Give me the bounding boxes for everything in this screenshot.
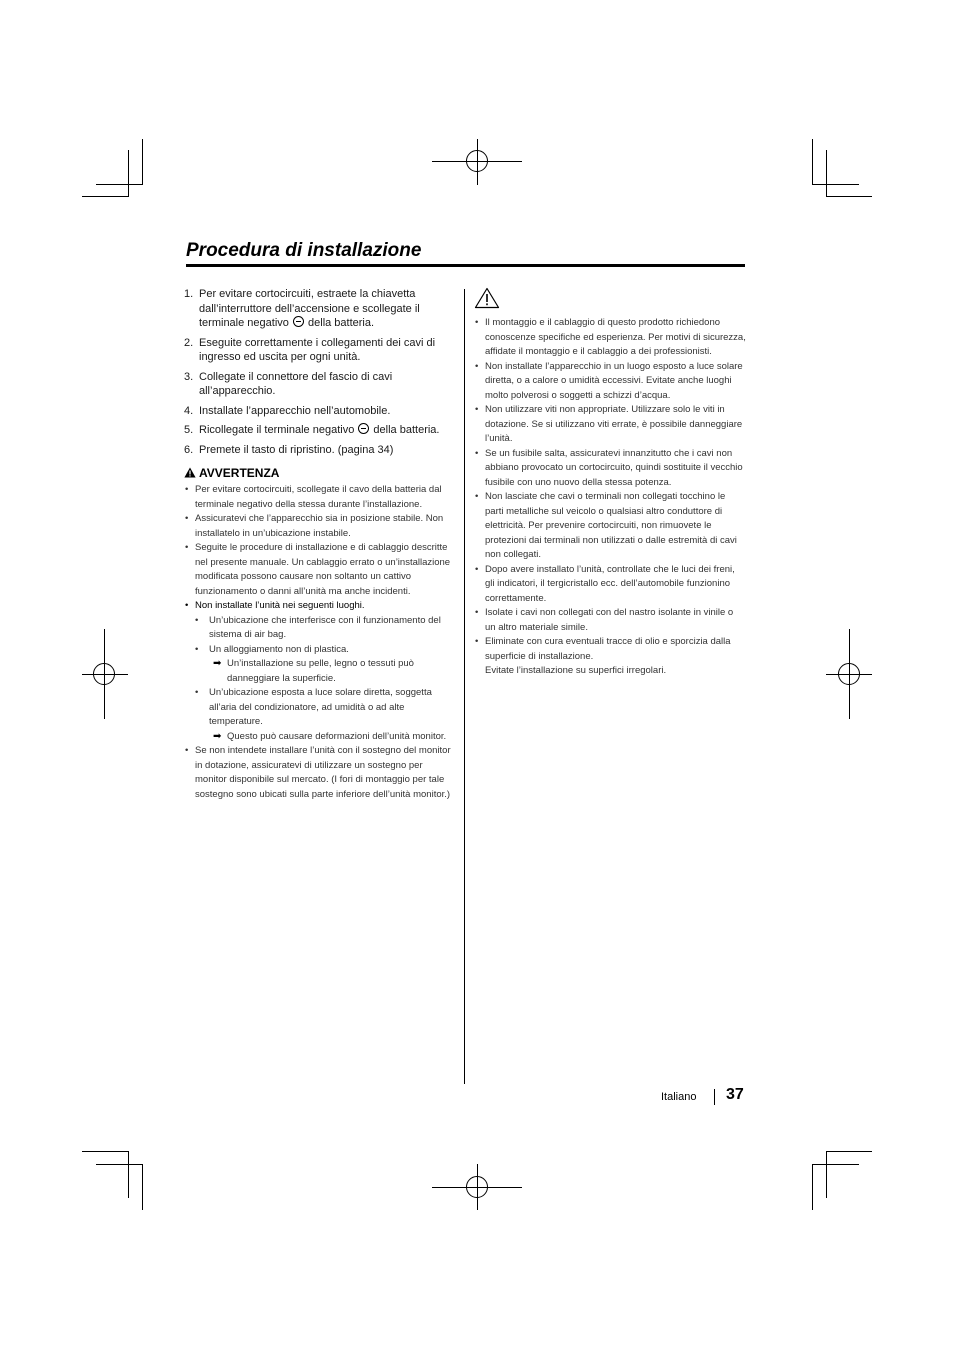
crop-mark	[812, 1164, 813, 1210]
list-item: • Assicuratevi che l’apparecchio sia in posizione stabile. Non installatelo in un’ubicazione instabile.	[184, 512, 456, 541]
step-item: 4. Installate l’apparecchio nell’automobile.	[184, 404, 391, 417]
list-item: • Isolate i cavi non collegati con del nastro isolante in vinile o un altro materiale simile.	[474, 606, 746, 635]
crop-mark	[826, 1151, 872, 1152]
caution-list	[474, 316, 746, 664]
crop-mark	[142, 1164, 143, 1210]
list-item: • Non installate l’apparecchio in un luogo esposto a luce solare diretta, o a calore o umidità eccessivi. Evitate anche luoghi molto polverosi o soggetti a schizzi d’acqua.	[474, 360, 746, 404]
step-item: 3. Collegate il connettore del fascio di cavi all’apparecchio.	[184, 370, 393, 397]
crop-mark	[826, 150, 827, 197]
step-item: 5. Ricollegate il terminale negativo della batteria.	[184, 424, 440, 436]
list-item: • Non lasciate che cavi o terminali non collegati tocchino le parti metalliche sul veicolo o qualsiasi altro conduttore di elettricità. Per prevenire cortocircuiti, non rimuovete le protezioni dai terminali non utilizzati o dalle estremità di cavi non collegati.	[474, 490, 746, 563]
installation-steps	[184, 287, 456, 457]
list-item: • Dopo avere installato l’unità, controllate che le luci dei freni, gli indicatori, il tergicristallo ecc. dell’automobile funzionino correttamente.	[474, 563, 746, 607]
list-item: • Eliminate con cura eventuali tracce di olio e sporcizia dalla superficie di installazione.	[474, 635, 746, 664]
arrow-right-icon: ➡	[213, 658, 222, 669]
crop-mark	[82, 196, 129, 197]
step-item: 6. Premete il tasto di ripristino. (pagina 34)	[184, 443, 394, 456]
crop-mark	[812, 1164, 859, 1165]
step-number: 5.	[184, 424, 194, 436]
crop-mark	[142, 139, 143, 185]
step-number: 1.	[184, 288, 194, 300]
crop-mark	[128, 150, 129, 197]
crop-mark	[826, 196, 872, 197]
column-divider	[464, 289, 465, 1084]
list-item: • Se non intendete installare l’unità con il sostegno del monitor in dotazione, assicuratevi di utilizzare un sostegno per monitor disponibile sul mercato. (I fori di montaggio per tale sostegno sono ubicati sulla parte inferiore dell’unità monitor.)	[184, 744, 456, 802]
crop-mark	[82, 1151, 129, 1152]
step-number: 6.	[184, 443, 194, 456]
page-title: Procedura di installazione	[186, 240, 422, 261]
warning-triangle-icon	[184, 467, 196, 478]
title-rule	[186, 264, 745, 267]
crop-mark	[96, 184, 143, 185]
warning-heading: AVVERTENZA	[184, 466, 456, 480]
crop-mark	[812, 184, 859, 185]
step-item: 2. Eseguite correttamente i collegamenti dei cavi di ingresso ed uscita per ogni unità.	[184, 336, 436, 363]
crop-mark	[128, 1151, 129, 1198]
list-item: • Seguite le procedure di installazione e di cablaggio descritte nel presente manuale. Un cablaggio errato o un’installazione modificata possono causare non soltanto un cattivo funzionamento o danni all’unità ma anche incidenti.	[184, 541, 456, 599]
crop-mark	[96, 1164, 143, 1165]
list-item: • Se un fusibile salta, assicuratevi innanzitutto che i cavi non abbiano provocato un cortocircuito, quindi sostituite il vecchio fusibile con uno nuovo della stessa potenza.	[474, 447, 746, 491]
list-item: • Il montaggio e il cablaggio di questo prodotto richiedono conoscenze specifiche ed esperienza. Per motivi di sicurezza, affidate il montaggio e il cablaggio a dei professionisti.	[474, 316, 746, 360]
note: ➡ Questo può causare deformazioni dell’unità monitor.	[209, 730, 456, 745]
location-list	[195, 614, 456, 745]
caution-extra-note: Evitate l’installazione su superfici irregolari.	[485, 665, 667, 676]
negative-terminal-icon	[293, 316, 304, 327]
list-item: • Per evitare cortocircuiti, scollegate il cavo della batteria dal terminale negativo della stessa durante l’installazione.	[184, 483, 456, 512]
step-number: 2.	[184, 336, 194, 349]
step-item: 1. Per evitare cortocircuiti, estraete la chiavetta dall’interruttore dell’accensione e scollegate il terminale negativo della batteria.	[184, 288, 420, 329]
caution-triangle-icon	[474, 287, 500, 309]
crop-mark	[812, 139, 813, 185]
crop-mark	[826, 1151, 827, 1198]
page-number: 37	[726, 1086, 744, 1103]
left-column	[184, 287, 456, 802]
negative-terminal-icon	[358, 423, 369, 434]
warning-list	[184, 483, 456, 802]
list-item: • Un alloggiamento non di plastica. ➡ Un’installazione su pelle, legno o tessuti può danneggiare la superficie.	[195, 643, 456, 687]
list-item: • Un’ubicazione che interferisce con il funzionamento del sistema di air bag.	[195, 614, 456, 643]
step-number: 3.	[184, 370, 194, 383]
list-item: • Non installate l’unità nei seguenti luoghi. • Un’ubicazione che interferisce con il funzionamento del sistema di air bag. • Un alloggiamento non di plastica. ➡ Un’installazione su pelle, legno o tessuti può danneggiare la superficie. • Un’ubicazione esposta a luce solare diretta, soggetta all’aria del condizionatore, ad umidità o ad alte temperature. ➡ Questo può causare deformazioni dell’unità monitor.	[184, 599, 456, 744]
footer-separator	[714, 1089, 715, 1105]
arrow-right-icon: ➡	[213, 730, 222, 742]
step-number: 4.	[184, 404, 194, 417]
right-column	[474, 287, 746, 679]
list-item: • Non utilizzare viti non appropriate. Utilizzare solo le viti in dotazione. Se si utilizzano viti errate, è possibile danneggiare l’unità.	[474, 403, 746, 447]
note: ➡ Un’installazione su pelle, legno o tessuti può danneggiare la superficie.	[213, 658, 414, 684]
list-item: • Un’ubicazione esposta a luce solare diretta, soggetta all’aria del condizionatore, ad umidità o ad alte temperature. ➡ Questo può causare deformazioni dell’unità monitor.	[195, 686, 456, 744]
footer-language: Italiano	[661, 1091, 697, 1103]
